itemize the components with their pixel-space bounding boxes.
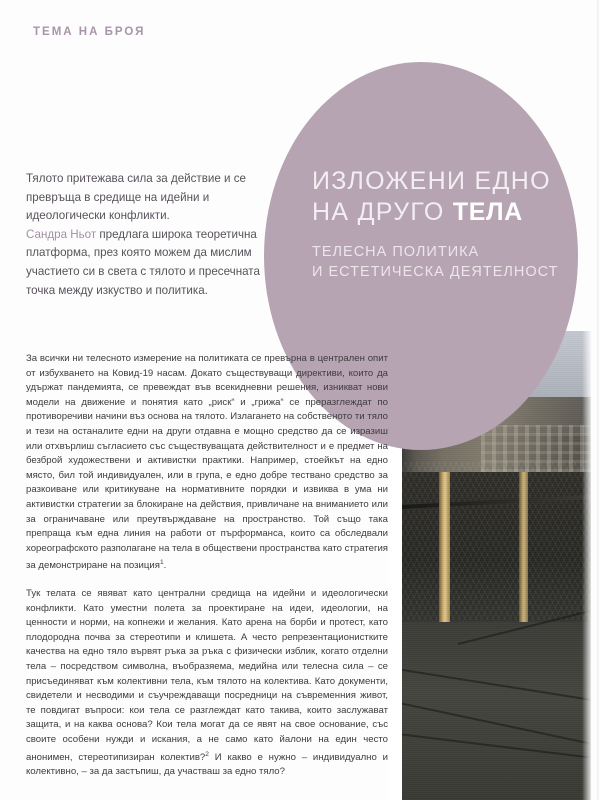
section-kicker: ТЕМА НА БРОЯ [33, 26, 146, 38]
footnote-ref-2[interactable]: 2 [205, 750, 209, 758]
footnote-ref-1[interactable]: 1 [159, 559, 164, 567]
photo-fence-post [439, 472, 450, 636]
article-body [26, 352, 388, 793]
photo-right-fade [582, 331, 591, 800]
photo-pavement [401, 622, 591, 800]
headline-line-1: ИЗЛОЖЕНИ ЕДНО [312, 167, 551, 195]
article-standfirst [26, 170, 276, 300]
headline-subtitle [312, 242, 592, 282]
photo-fence-post [519, 472, 528, 636]
headline-block [312, 166, 592, 282]
headline-subtitle-line-1: ТЕЛЕСНА ПОЛИТИКА [312, 244, 480, 260]
headline-subtitle-line-2: И ЕСТЕТИЧЕСКА ДЕЯТЕЛНОСТ [312, 264, 559, 280]
headline-line-2 [312, 197, 592, 228]
body-paragraph-2-text-a: Тук телата се явяват като централни средища на идейни и идеологически конфликти. Като уместни полета за проектиране на идеи, идеологии, на ценности и норми, на копнежи и желания. Като арена на борби и протест, като плодородна почва за стереотипи и клишета. А често репрезентационистките качества на едно тяло вървят ръка за ръка с физически изблик, когато отделни тела – посредством символна, въобразяема, медийна или телесна сила – се присъединяват към колективни тела, към тялото на колектива. Като документи, свидетели и несводими и съучреждаващи посредници на съвременния живот, те повдигат въпроси: кои тела се разглеждат като такива, които заслужават защита, и на каква основа? Кои тела могат да се явят на свое основание, със своите особени нужди и искания, а не само като йалони на един често анонимен, стереотипизиран колектив? [26, 588, 388, 763]
standfirst-author-name: Сандра Ньот [26, 227, 97, 241]
standfirst-rest: предлага широка теоретична платформа, през която можем да мислим участието си в света с тялото и пресечната точка между изкуство и политика. [26, 227, 260, 297]
body-paragraph-1-text: За всички ни телесното измерение на политиката се превърна в централен опит от избухването на Ковид-19 насам. Докато съществуващи директиви, които да удържат пандемията, се превеждат във всекидневни решения, изникват нови модели на движение и понятия като „риск“ и „грижа“ се преразглеждат по противоречиви начини въз основа на тялото. Излагането на собственото ти тяло и тези на останалите едни на други отдавна е мощно средство да се изразиш или отхвърлиш съгласието със съществуващата действителност и е предмет на безброй художествени и активистки практики. Например, стоейкът на едно място, бил той индивидуален, или в група, е едно добре тествано средство за разкоиване или критикуване на нормативните порядки и извиква в ума ни активистки стратегии за блокиране на действия, привличане на вниманието или за ограничаване или преутвърждаване на пространство. Той също така препраща към една линия на работи от пърформанса, които са обследвали хореографското разполагане на тела в обществени пространства като стратегия за демонстриране на позиция [26, 353, 388, 572]
standfirst-lead: Тялото притежава сила за действие и се превръща в средище на идейни и идеологически конфликти. [26, 172, 246, 223]
headline-line-2-bold: ТЕЛА [452, 198, 523, 226]
column-gutter [388, 420, 402, 800]
body-paragraph-2-text-b: И какво е нужно – индивидуално и колективно, – за да застъпиш, да участваш за едно тяло? [26, 751, 388, 778]
headline-line-2-light: НА ДРУГО [312, 198, 453, 226]
body-paragraph-2 [26, 587, 388, 780]
body-paragraph-1: За всички ни телесното измерение на политиката се превърна в централен опит от избухването на Ковид-19 насам. Докато съществуващи директиви, които да удържат пандемията, се превеждат във всекидневни решения, изникват нови модели на движение и понятия като „риск“ и „грижа“ се преразглеждат по противоречиви начини въз основа на тялото. Излагането на собственото ти тяло и тези на останалите едни на други отдавна е мощно средство да се изразиш или отхвърлиш съгласието със съществуващата действителност и е предмет на безброй художествени и активистки практики. Например, стоейкът на едно място, бил той индивидуален, или в група, е едно добре тествано средство за разкоиване или критикуване на нормативните порядки и извиква в ума ни активистки стратегии за блокиране на действия, привличане на вниманието или за ограничаване или преутвърждаване на пространство. Той също така препраща към една линия на работи от пърформанса, които са обследвали хореографското разполагане на тела в обществени пространства като стратегия за демонстриране на позиция$^1$. [26, 353, 388, 572]
